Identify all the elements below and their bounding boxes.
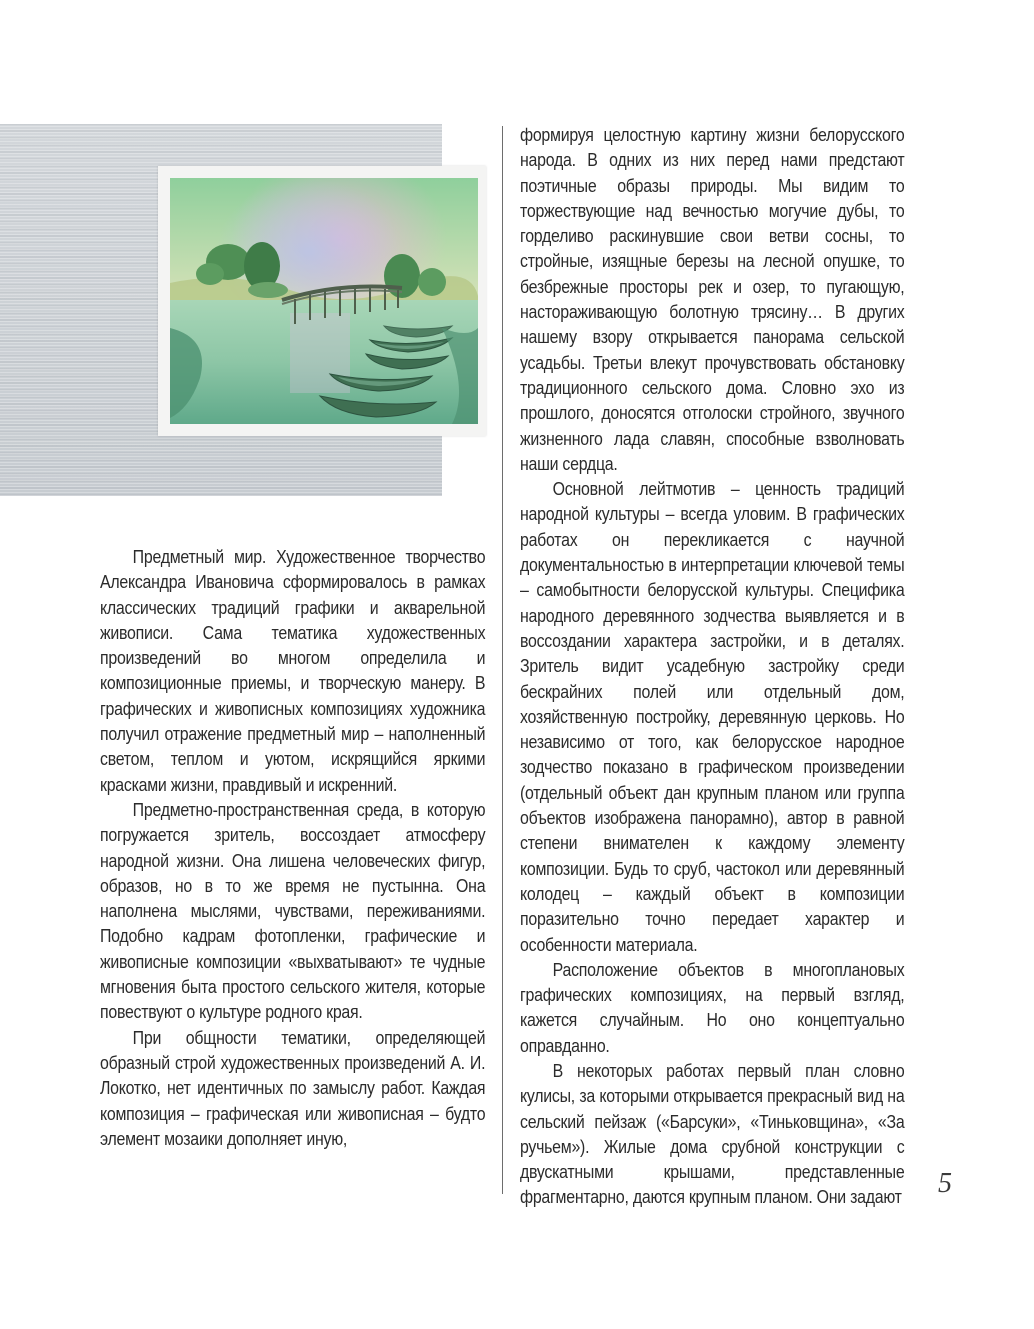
left-text-column [100,544,485,1151]
right-paragraph-4: В некоторых работах первый план словно кулисы, за которыми открывается прекрасный вид на сельский пейзаж («Барсуки», «Тиньковщина», «За ручьем»). Жилые дома срубной конструкции с двускатными крышами, представленные фрагментарно, даются крупным планом. Они задают [520,1059,905,1208]
left-paragraph-3: При общности тематики, определяющей образный строй художественных произведений А. И. Локотко, нет идентичных по замыслу работ. Каждая композиция – графическая или живописная – будто элемент мозаики дополняет иную, [100,1026,486,1149]
left-paragraph-2: Предметно-пространственная среда, в которую погружается зритель, воссоздает атмосферу народной жизни. Она лишена человеческих фигур, образов, но в то же время не пустынна. Она наполнена мыслями, чувствами, переживаниями. Подобно кадрам фотопленки, графические и живописные композиции «выхватывают» те чудные мгновения быта простого сельского жителя, которые повествуют о культуре родного края. [100,798,486,1023]
right-paragraph-3: Расположение объектов в многоплановых графических композициях, на первый взгляд, кажется случайным. Но оно концептуально оправданно. [520,958,905,1056]
watercolor-landscape-illustration [170,178,478,424]
left-paragraph-1: Предметный мир. Художественное творчество Александра Ивановича сформировалось в рамках классических традиций графики и акварельной живописи. Сама тематика художественных произведений во многом определила и композиционные приемы, и творческую манеру. В графических и живописных композициях художника получил отражение предметный мир – наполненный светом, теплом и уютом, искрящийся яркими красками жизни, правдивый и искренний. [100,546,486,795]
page-number: 5 [938,1168,952,1199]
landscape-painting-icon [170,178,478,424]
right-paragraph-2: Основной лейтмотив – ценность традиций народной культуры – всегда уловим. В графических работах он перекликается с научной документальностью в интерпретации ключевой темы – самобытности белорусской культуры. Специфика народного деревянного зодчества выявляется и в воссоздании характера застройки, и в деталях. Зритель видит усадебную застройку среди бескрайних полей или отдельный дом, хозяйственную постройку, деревянную церковь. Но независимо от того, как белорусское народное зодчество показано в графическом произведении (отдельный объект дан крупным планом или группа объектов изображена панорамно), автор в равной степени внимателен к каждому элементу композиции. Будь то сруб, частокол или деревянный колодец – каждый объект в композиции поразительно точно передает характер и особенности материала. [520,478,905,955]
right-paragraph-1: формируя целостную картину жизни белорусского народа. В одних из них перед нами предстают поэтичные образы природы. Мы видим то торжествующие над вечностью могучие дубы, то горделиво раскинувшие свои ветви сосны, то стройные, изящные березы на лесной опушке, то безбрежные просторы рек и озер, то пугающую, настораживающую болотную трясину… В других нашему взору открывается панорама сельской усадьбы. Третьи влекут прочувствовать обстановку традиционного сельского дома. Словно эхо из прошлого, доносятся отголоски стройного, звучного жизненного лада славян, способные взволновать наши сердца. [520,124,905,474]
right-text-column [520,122,904,1210]
column-divider [502,126,503,1194]
